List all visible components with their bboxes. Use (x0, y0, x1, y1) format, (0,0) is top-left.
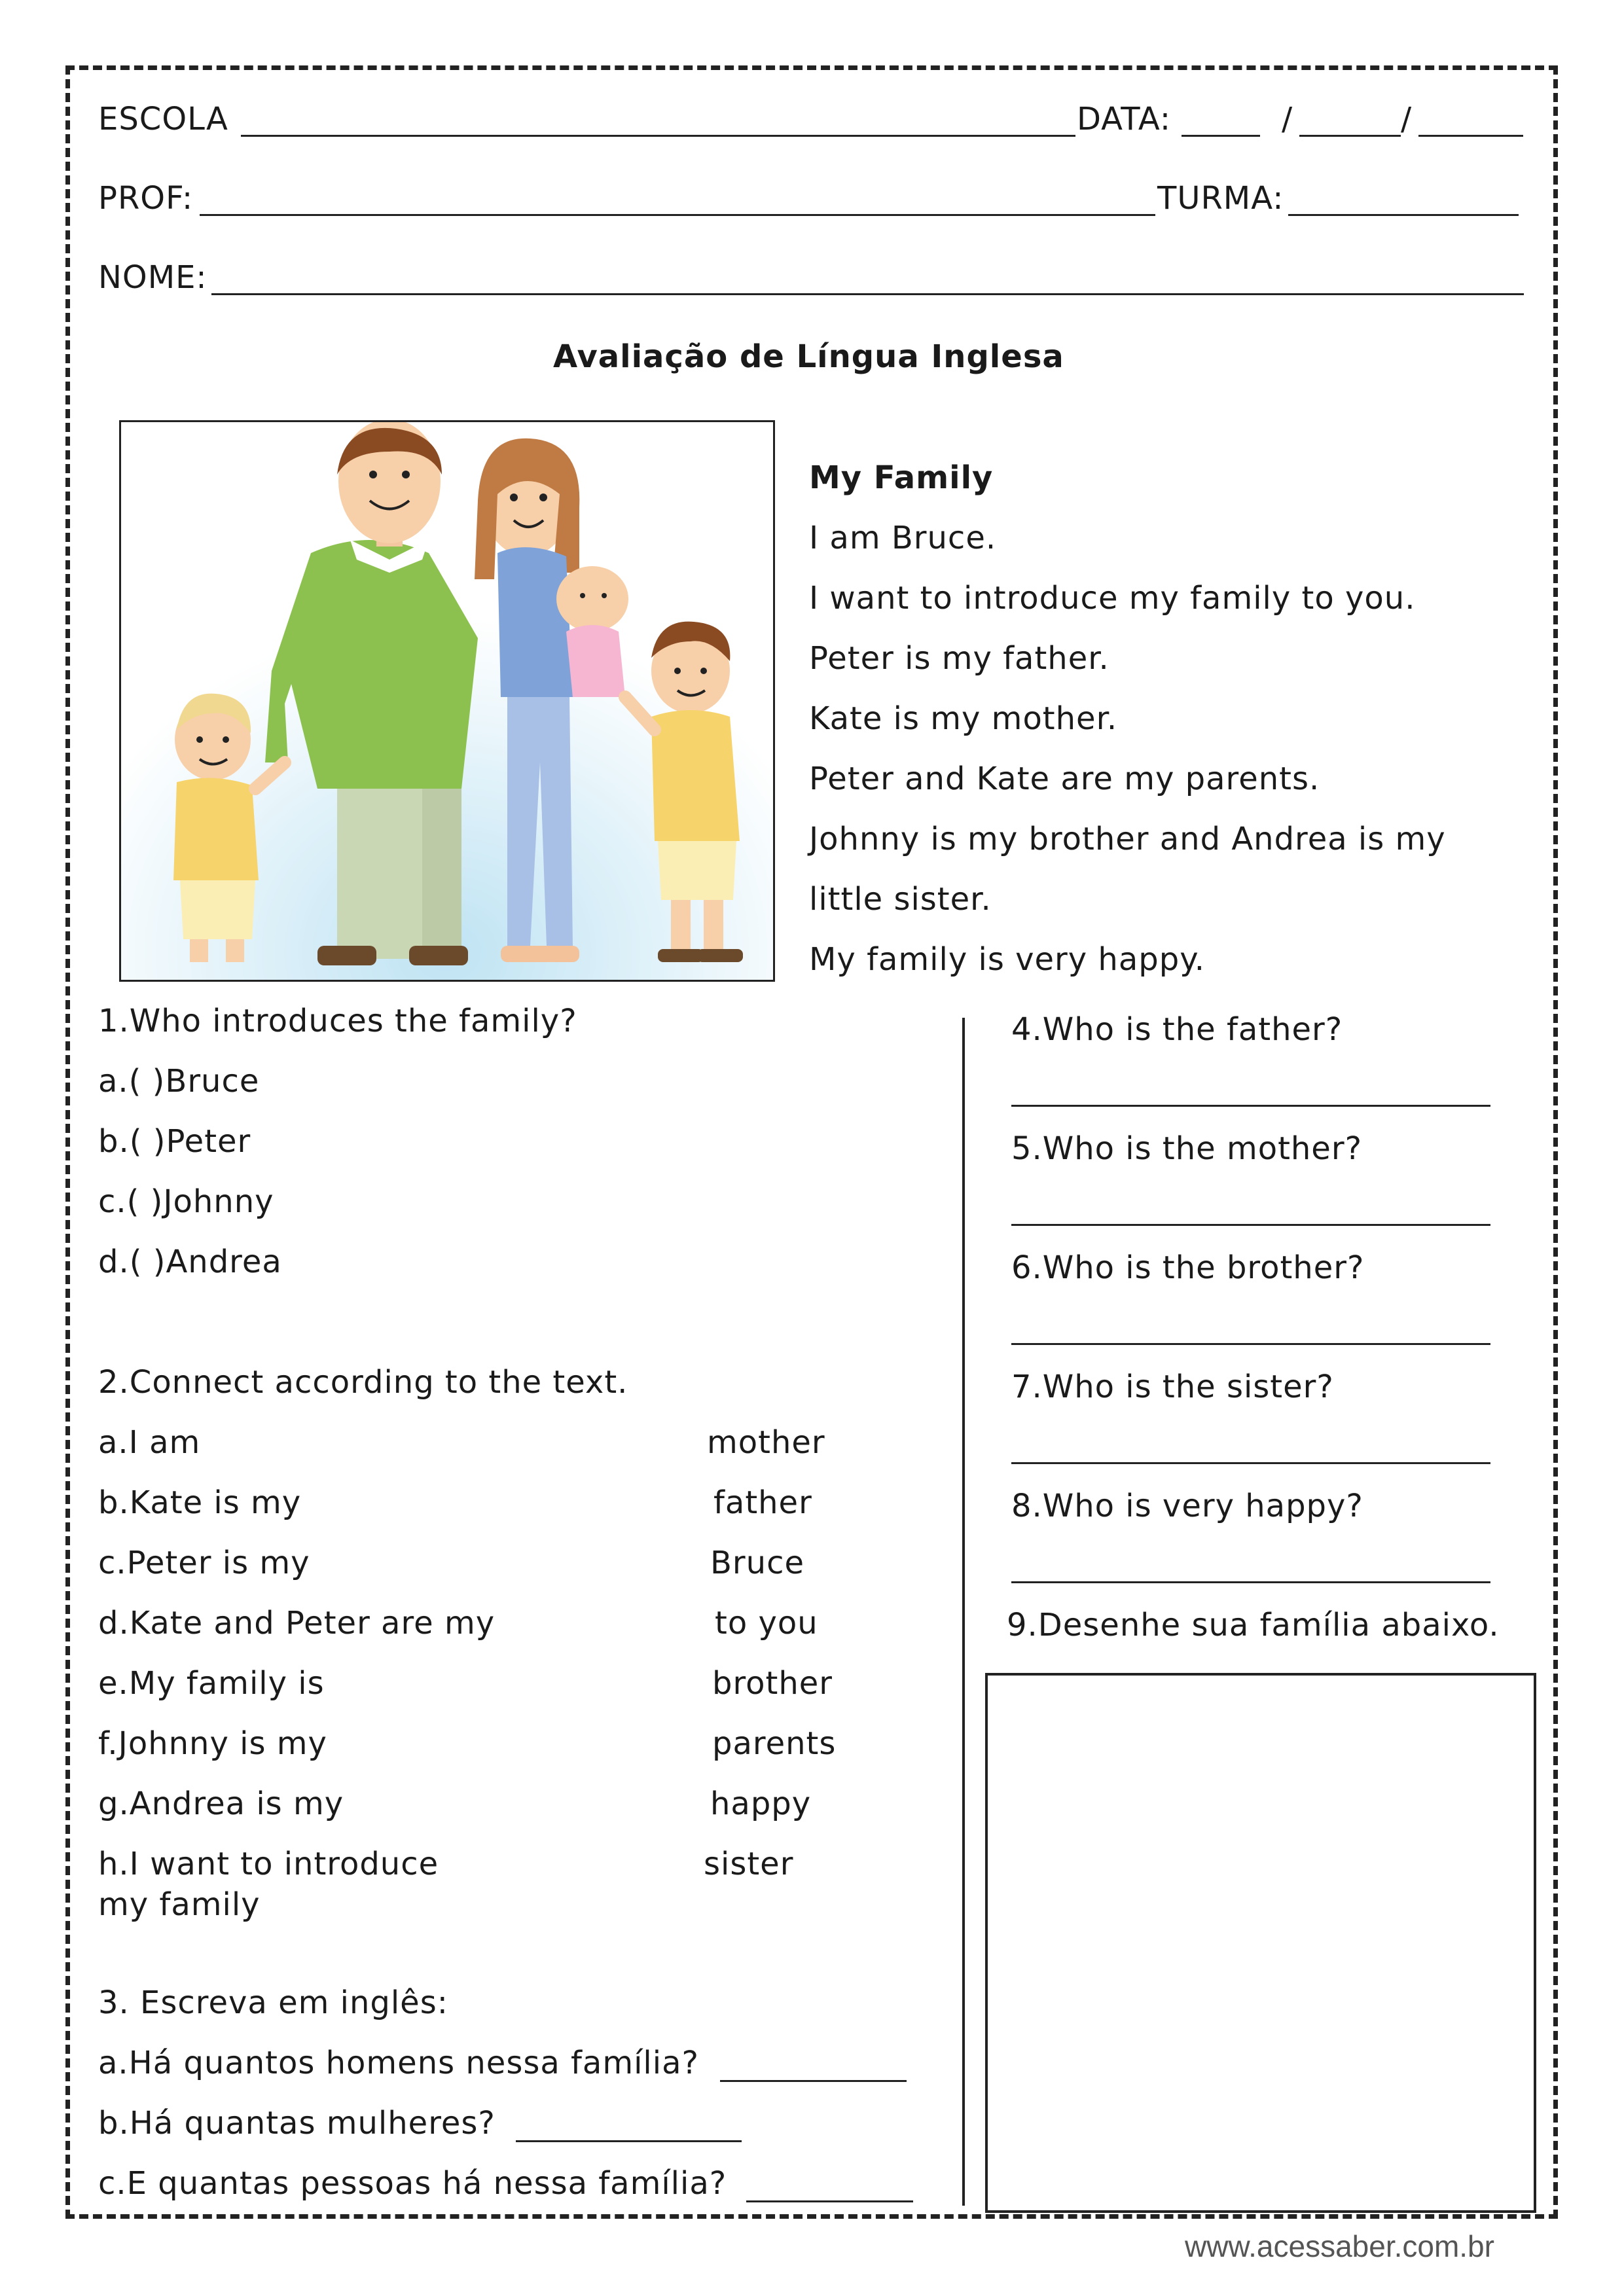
date-separator: / (1401, 101, 1413, 137)
name-label: NOME: (98, 259, 208, 296)
q8-question: 8.Who is very happy? (1011, 1488, 1363, 1524)
q2-left-item: f.Johnny is my (98, 1725, 327, 1762)
story-line: Peter is my father. (809, 640, 1110, 677)
q3-item-c: c.E quantas pessoas há nessa família? (98, 2165, 727, 2202)
q1-option-a[interactable]: a.( )Bruce (98, 1063, 260, 1100)
q6-question: 6.Who is the brother? (1011, 1249, 1365, 1286)
class-label: TURMA: (1157, 180, 1284, 217)
q2-right-item: sister (704, 1846, 794, 1882)
q8-answer[interactable] (1011, 1581, 1490, 1583)
q2-left-item: a.I am (98, 1424, 201, 1461)
story-line: Peter and Kate are my parents. (809, 761, 1320, 797)
q2-right-item: brother (712, 1665, 833, 1702)
q2-right-item: parents (712, 1725, 837, 1762)
school-field[interactable] (241, 135, 1075, 137)
q4-answer[interactable] (1011, 1105, 1490, 1107)
story-line: Kate is my mother. (809, 700, 1118, 737)
date-year-field[interactable] (1418, 135, 1523, 137)
class-field[interactable] (1288, 214, 1519, 216)
q3-answer-b[interactable] (516, 2140, 742, 2142)
story-heading: My Family (809, 459, 994, 496)
story-line: I want to introduce my family to you. (809, 580, 1416, 617)
q3-question: 3. Escreva em inglês: (98, 1984, 448, 2021)
q6-answer[interactable] (1011, 1343, 1490, 1345)
q3-item-a: a.Há quantos homens nessa família? (98, 2045, 699, 2081)
q2-left-item: c.Peter is my (98, 1545, 310, 1581)
page-title: Avaliação de Língua Inglesa (553, 338, 1064, 375)
date-day-field[interactable] (1182, 135, 1260, 137)
date-label: DATA: (1077, 101, 1171, 137)
q2-left-item: d.Kate and Peter are my (98, 1605, 496, 1641)
q7-answer[interactable] (1011, 1462, 1490, 1464)
date-separator: / (1282, 101, 1293, 137)
drawing-box[interactable] (985, 1673, 1536, 2213)
story-line: little sister. (809, 881, 992, 918)
prof-label: PROF: (98, 180, 194, 217)
q2-left-item: e.My family is (98, 1665, 325, 1702)
q1-question: 1.Who introduces the family? (98, 1003, 577, 1039)
q1-option-d[interactable]: d.( )Andrea (98, 1244, 282, 1280)
q2-question: 2.Connect according to the text. (98, 1364, 628, 1401)
q3-answer-a[interactable] (720, 2080, 907, 2082)
story-line: Johnny is my brother and Andrea is my (809, 821, 1446, 857)
story-line: I am Bruce. (809, 520, 997, 556)
q2-right-item: happy (710, 1785, 812, 1822)
q5-question: 5.Who is the mother? (1011, 1130, 1363, 1167)
name-field[interactable] (211, 293, 1524, 295)
q2-left-item: g.Andrea is my (98, 1785, 344, 1822)
q2-left-item: b.Kate is my (98, 1484, 302, 1521)
date-month-field[interactable] (1299, 135, 1401, 137)
q7-question: 7.Who is the sister? (1011, 1369, 1334, 1405)
q2-right-item: Bruce (710, 1545, 805, 1581)
footer-site: www.acessaber.com.br (1185, 2229, 1494, 2263)
q5-answer[interactable] (1011, 1224, 1490, 1226)
q2-left-item: my family (98, 1886, 261, 1923)
q2-right-item: to you (715, 1605, 818, 1641)
story-line: My family is very happy. (809, 941, 1206, 978)
q2-right-item: father (713, 1484, 812, 1521)
q3-item-b: b.Há quantas mulheres? (98, 2105, 496, 2142)
q2-left-item: h.I want to introduce (98, 1846, 439, 1882)
school-label: ESCOLA (98, 101, 228, 137)
q9-question: 9.Desenhe sua família abaixo. (1007, 1607, 1500, 1643)
prof-field[interactable] (200, 214, 1155, 216)
q3-answer-c[interactable] (746, 2200, 913, 2202)
q1-option-b[interactable]: b.( )Peter (98, 1123, 251, 1160)
family-illustration (119, 420, 775, 982)
column-divider (962, 1018, 965, 2206)
q1-option-c[interactable]: c.( )Johnny (98, 1183, 274, 1220)
q4-question: 4.Who is the father? (1011, 1011, 1343, 1048)
q2-right-item: mother (707, 1424, 825, 1461)
